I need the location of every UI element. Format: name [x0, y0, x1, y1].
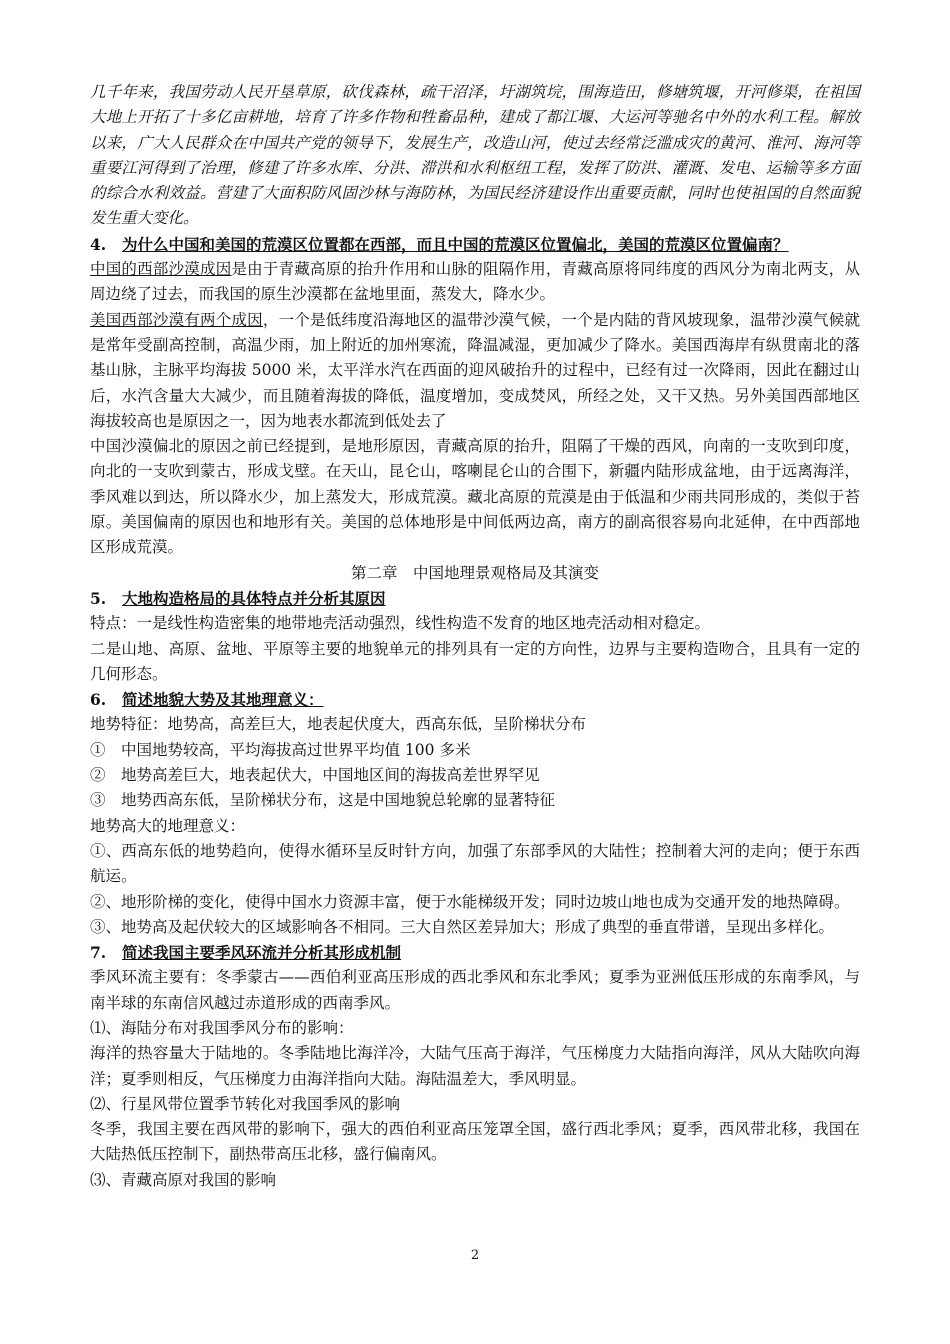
q4-paragraph-china: [90, 257, 860, 308]
q6-significance-heading: 地势高大的地理意义：: [90, 816, 246, 835]
q6-item: ③ 地势西高东低，呈阶梯状分布，这是中国地貌总轮廓的显著特征: [90, 791, 556, 810]
q7-subheading-2: ⑵、行星风带位置季节转化对我国季风的影响: [90, 1094, 401, 1113]
q6-meaning: ①、西高东低的地势趋向，使得水循环呈反时针方向，加强了东部季风的大陆性；控制着大河的走向；便于东西航运。: [90, 841, 860, 886]
question-4-number: 4.: [90, 234, 107, 254]
q6-meaning: ③、地势高及起伏较大的区域影响各不相同。三大自然区差异加大；形成了典型的垂直带谱，呈现出多样化。: [90, 917, 835, 936]
q4-usa-text: ，一个是低纬度沿海地区的温带沙漠气候，一个是内陆的背风坡现象，温带沙漠气候就是常年受副高控制，高温少雨，加上附近的加州寒流，降温减湿，更加减少了降水。美国西海岸有纵贯南北的落基山脉，主脉平均海拔 5000 米，太平洋水汽在西面的迎风破抬升的过程中，已经有过一次降雨，因此在翻过山后，水汽含量大大减少，而且随着海拔的降低，温度增加，变成焚风，所经之处，又干又热。另外美国西部地区海拔较高也是原因之一，因为地表水都流到低处去了: [90, 310, 860, 430]
q6-terrain-features: 地势特征：地势高，高差巨大，地表起伏度大，西高东低，呈阶梯状分布: [90, 715, 587, 734]
chapter-heading: 第二章 中国地理景观格局及其演变: [350, 563, 599, 582]
q5-paragraph-2: 二是山地、高原、盆地、平原等主要的地貌单元的排列具有一定的方向性，边界与主要构造吻合，且具有一定的几何形态。: [90, 639, 860, 683]
question-4-title: 为什么中国和美国的荒漠区位置都在西部，而且中国的荒漠区位置偏北，美国的荒漠区位置偏南？: [122, 234, 789, 254]
q7-paragraph-1: 季风环流主要有：冬季蒙古——西伯利亚高压形成的西北季风和东北季风；夏季为亚洲低压形成的东南季风，与南半球的东南信风越过赤道形成的西南季风。: [90, 968, 860, 1012]
question-4-heading: [90, 232, 860, 257]
question-7-heading: [90, 940, 860, 965]
question-5-title: 大地构造格局的具体特点并分析其原因: [122, 588, 386, 608]
question-5-number: 5.: [90, 588, 107, 608]
intro-paragraph: 几千年来，我国劳动人民开垦草原，砍伐森林，疏干沼泽，圩湖筑垸，围海造田，修塘筑堰，开河修渠，在祖国大地上开拓了十多亿亩耕地，培育了许多作物和牲畜品种，建成了都江堰、大运河等驰名中外的水利工程。解放以来，广大人民群众在中国共产党的领导下，发展生产，改造山河，使过去经常泛滥成灾的黄河、淮河、海河等重要江河得到了治理，修建了许多水库、分洪、滞洪和水利枢纽工程，发挥了防洪、灌溉、发电、运输等多方面的综合水利效益。营建了大面积防风固沙林与海防林，为国民经济建设作出重要贡献，同时也使祖国的自然面貌发生重大变化。: [90, 83, 860, 228]
q4-paragraph-usa: [90, 308, 860, 434]
question-7-title: 简述我国主要季风环流并分析其形成机制: [122, 943, 402, 963]
q6-item: ① 中国地势较高，平均海拔高过世界平均值 100 多米: [90, 740, 471, 759]
q4-china-text: 是由于青藏高原的抬升作用和山脉的阻隔作用，青藏高原将同纬度的西风分为南北两支，从周边绕了过去，而我国的原生沙漠都在盆地里面，蒸发大，降水少。: [90, 260, 860, 304]
question-6-title: 简述地貌大势及其地理意义：: [122, 690, 324, 710]
question-7-number: 7.: [90, 943, 107, 963]
q4-usa-lead: 美国西部沙漠有两个成因: [90, 310, 263, 329]
page-number: 2: [470, 1248, 480, 1263]
question-6-heading: [90, 687, 860, 712]
q4-china-lead: 中国的西部沙漠成因: [90, 260, 232, 279]
q5-paragraph-1: 特点：一是线性构造密集的地带地壳活动强烈，线性构造不发育的地区地壳活动相对稳定。: [90, 614, 711, 633]
q6-item: ② 地势高差巨大，地表起伏大，中国地区间的海拔高差世界罕见: [90, 766, 540, 785]
q7-subheading-3: ⑶、青藏高原对我国的影响: [90, 1170, 277, 1189]
question-5-heading: [90, 586, 860, 611]
q7-subtext-1: 海洋的热容量大于陆地的。冬季陆地比海洋冷，大陆气压高于海洋，气压梯度力大陆指向海洋，风从大陆吹向海洋；夏季则相反，气压梯度力由海洋指向大陆。海陆温差大，季风明显。: [90, 1044, 860, 1088]
q6-meaning: ②、地形阶梯的变化，使得中国水力资源丰富，便于水能梯级开发；同时边坡山地也成为交通开发的地热障碍。: [90, 892, 850, 911]
question-6-number: 6.: [90, 690, 107, 710]
q7-subheading-1: ⑴、海陆分布对我国季风分布的影响：: [90, 1018, 354, 1037]
q4-paragraph-compare: 中国沙漠偏北的原因之前已经提到，是地形原因，青藏高原的抬升，阻隔了干燥的西风，向南的一支吹到印度，向北的一支吹到蒙古，形成戈壁。在天山，昆仑山，喀喇昆仑山的合围下，新疆内陆形成盆地，由于远离海洋，季风难以到达，所以降水少，加上蒸发大，形成荒漠。藏北高原的荒漠是由于低温和少雨共同形成的，类似于苔原。美国偏南的原因也和地形有关。美国的总体地形是中间低两边高，南方的副高很容易向北延伸，在中西部地区形成荒漠。: [90, 437, 860, 557]
q7-subtext-2: 冬季，我国主要在西风带的影响下，强大的西伯利亚高压笼罩全国，盛行西北季风；夏季，西风带北移，我国在大陆热低压控制下，副热带高压北移，盛行偏南风。: [90, 1120, 860, 1164]
page-content: [90, 80, 860, 1193]
